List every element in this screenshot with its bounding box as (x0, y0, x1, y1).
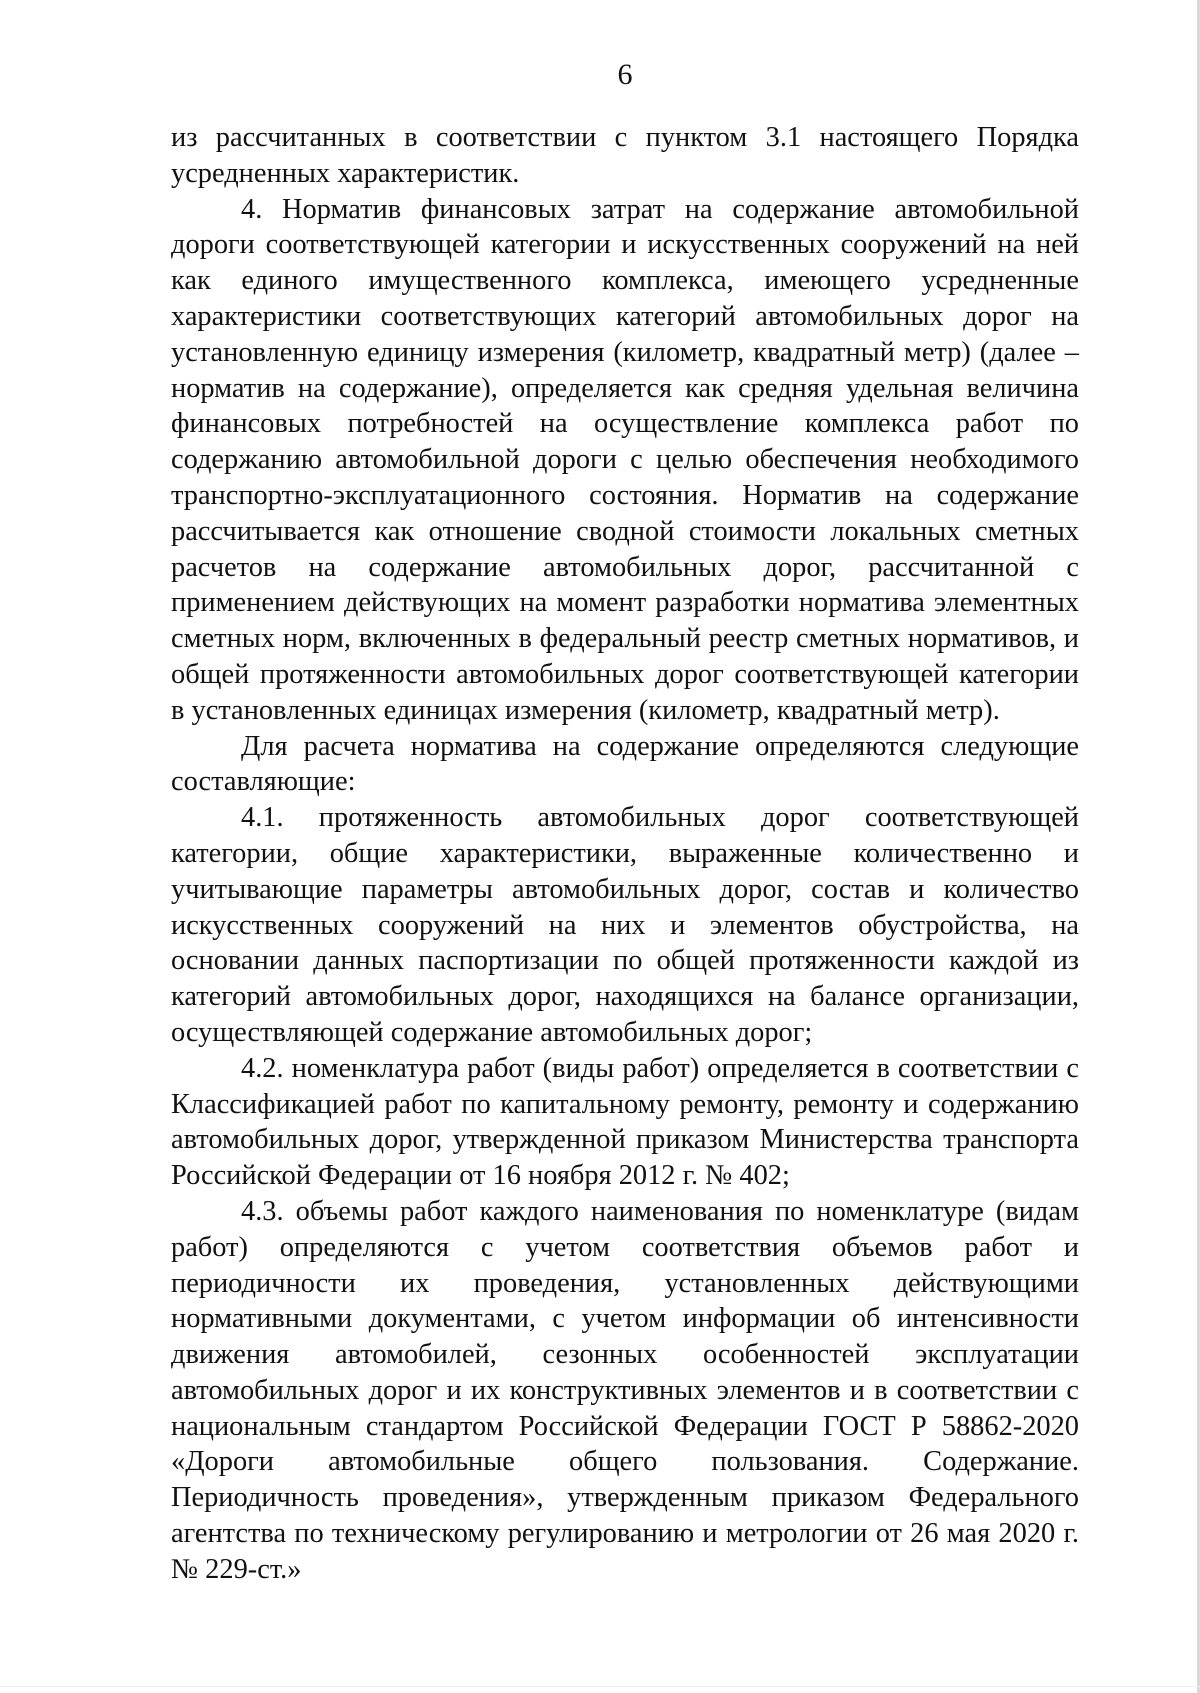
document-body (171, 120, 1079, 1588)
paragraph-item-4-3: 4.3. объемы работ каждого наименования по номенклатуре (видам работ) определяются с учетом соответствия объемов работ и периодичности их проведения, установленных действующими нормативными документами, с учетом информации об интенсивности движения автомобилей, сезонных особенностей эксплуатации автомобильных дорог и их конструктивных элементов и в соответствии с национальным стандартом Российской Федерации ГОСТ Р 58862-2020 «Дороги автомобильные общего пользования. Содержание. Периодичность проведения», утвержденным приказом Федерального агентства по техническому регулированию и метрологии от 26 мая 2020 г. № 229-ст.» (171, 1195, 1079, 1585)
paragraph-item-4: 4. Норматив финансовых затрат на содержание автомобильной дороги соответствующей категории и искусственных сооружений на ней как единого имущественного комплекса, имеющего усредненные характеристики соответствующих категорий автомобильных дорог на установленную единицу измерения (километр, квадратный метр) (далее – норматив на содержание), определяется как средняя удельная величина финансовых потребностей на осуществление комплекса работ по содержанию автомобильной дороги с целью обеспечения необходимого транспортно-эксплуатационного состояния. Норматив на содержание рассчитывается как отношение сводной стоимости локальных сметных расчетов на содержание автомобильных дорог, рассчитанной с применением действующих на момент разработки норматива элементных сметных норм, включенных в федеральный реестр сметных нормативов, и общей протяженности автомобильных дорог соответствующей категории в установленных единицах измерения (километр, квадратный метр). (171, 193, 1079, 726)
paragraph-components-intro: Для расчета норматива на содержание определяются следующие составляющие: (171, 730, 1079, 798)
page-number: 6 (617, 58, 633, 91)
paragraph-item-4-2: 4.2. номенклатура работ (виды работ) определяется в соответствии с Классификацией работ по капитальному ремонту, ремонту и содержанию автомобильных дорог, утвержденной приказом Министерства транспорта Российской Федерации от 16 ноября 2012 г. № 402; (171, 1052, 1079, 1192)
scan-bottom-line (0, 1686, 1200, 1687)
paragraph-continuation: из рассчитанных в соответствии с пунктом 3.1 настоящего Порядка усредненных характеристик. (171, 122, 1079, 189)
paragraph-item-4-1: 4.1. протяженность автомобильных дорог соответствующей категории, общие характеристики, выраженные количественно и учитывающие параметры автомобильных дорог, состав и количество искусственных сооружений на них и элементов обустройства, на основании данных паспортизации по общей протяженности каждой из категорий автомобильных дорог, находящихся на балансе организации, осуществляющей содержание автомобильных дорог; (171, 802, 1079, 1048)
